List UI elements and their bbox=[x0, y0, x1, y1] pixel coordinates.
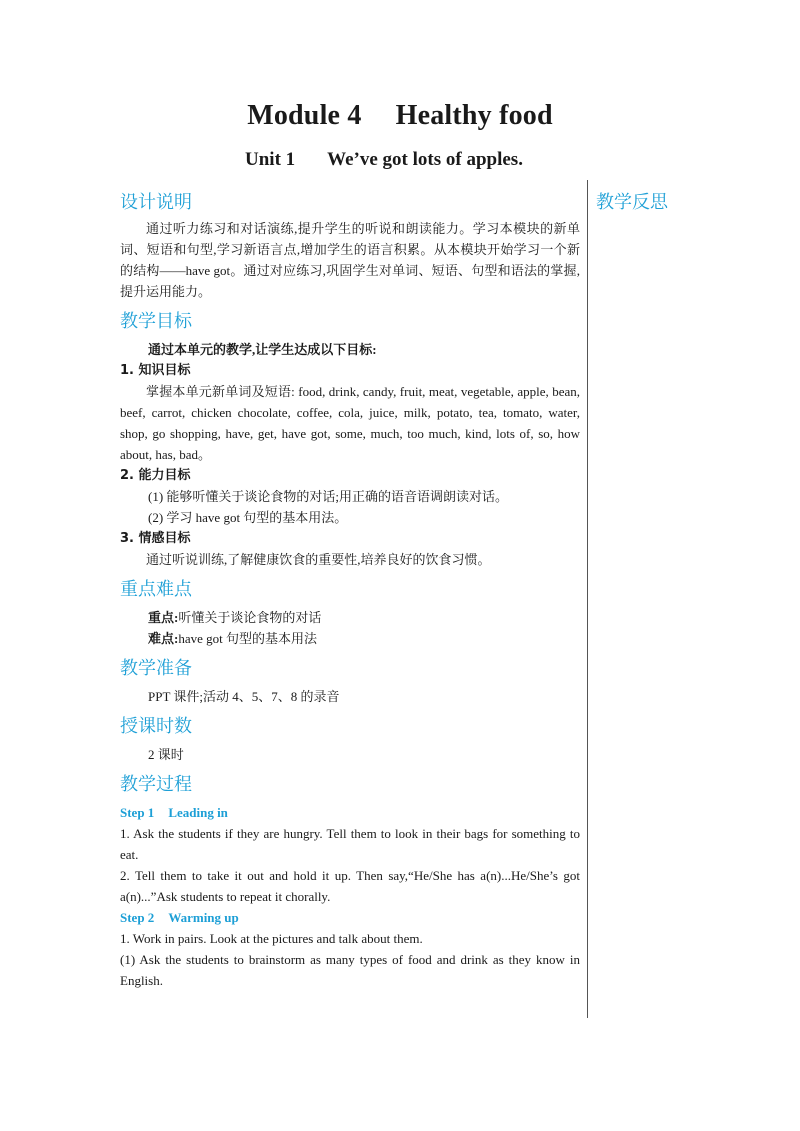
step1-number: Step 1 bbox=[120, 805, 155, 820]
objectives-intro: 通过本单元的教学,让学生达成以下目标: bbox=[148, 342, 377, 357]
step2-item: 1. Work in pairs. Look at the pictures and talk about them. bbox=[120, 931, 423, 946]
step1-item: 1. Ask the students if they are hungry. Tell them to look in their bags for something to eat. bbox=[120, 826, 580, 862]
knowledge-text: 掌握本单元新单词及短语: food, drink, candy, fruit, meat, vegetable, apple, bean, beef, carrot, chicken chocolate, coffee, cola, juice, milk, potato, tea, tomato, water, shop, go shopping, have, get, have got, some, much, too much, kind, lots of, so, how about, has, bad。 bbox=[120, 384, 580, 462]
unit-name: We’ve got lots of apples. bbox=[327, 149, 523, 170]
design-heading: 设计说明 bbox=[120, 192, 192, 213]
reflection-heading: 教学反思 bbox=[596, 192, 668, 213]
unit-title bbox=[245, 149, 523, 171]
step2-heading bbox=[120, 907, 580, 928]
step2-title: Warming up bbox=[168, 910, 239, 925]
knowledge-label: 1. 知识目标 bbox=[120, 363, 191, 378]
emotion-label: 3. 情感目标 bbox=[120, 531, 191, 546]
module-name: Healthy food bbox=[395, 100, 553, 131]
focus-label: 重点: bbox=[148, 610, 179, 625]
key-points-heading: 重点难点 bbox=[120, 579, 192, 600]
step1-title: Leading in bbox=[168, 805, 228, 820]
preparation-text: PPT 课件;活动 4、5、7、8 的录音 bbox=[148, 689, 340, 704]
step2-item: (1) Ask the students to brainstorm as many types of food and drink as they know in English. bbox=[120, 952, 580, 988]
module-title bbox=[0, 100, 800, 132]
difficulty-line bbox=[120, 628, 580, 649]
preparation-heading: 教学准备 bbox=[120, 658, 192, 679]
focus-text: 听懂关于谈论食物的对话 bbox=[178, 610, 322, 625]
emotion-text: 通过听说训练,了解健康饮食的重要性,培养良好的饮食习惯。 bbox=[146, 552, 491, 567]
step1-item: 2. Tell them to take it out and hold it up. Then say,“He/She has a(n)...He/She’s got a(n)...”Ask students to repeat it chorally. bbox=[120, 868, 580, 904]
process-heading: 教学过程 bbox=[120, 774, 192, 795]
objectives-heading: 教学目标 bbox=[120, 311, 192, 332]
lesson-plan-body bbox=[120, 188, 580, 991]
ability-label: 2. 能力目标 bbox=[120, 468, 191, 483]
hours-text: 2 课时 bbox=[148, 747, 184, 762]
focus-line bbox=[120, 607, 580, 628]
hours-heading: 授课时数 bbox=[120, 716, 192, 737]
difficulty-label: 难点: bbox=[148, 631, 179, 646]
ability-item: (1) 能够听懂关于谈论食物的对话;用正确的语音语调朗读对话。 bbox=[148, 489, 509, 504]
step1-heading bbox=[120, 802, 580, 823]
column-divider bbox=[587, 180, 588, 1018]
ability-item: (2) 学习 have got 句型的基本用法。 bbox=[148, 510, 348, 525]
module-number: Module 4 bbox=[247, 100, 362, 131]
step2-number: Step 2 bbox=[120, 910, 155, 925]
difficulty-text: have got 句型的基本用法 bbox=[178, 631, 317, 646]
design-text: 通过听力练习和对话演练,提升学生的听说和朗读能力。学习本模块的新单词、短语和句型,学习新语言点,增加学生的语言积累。从本模块开始学习一个新的结构——have got。通过对应练习,巩固学生对单词、短语、句型和语法的掌握,提升运用能力。 bbox=[120, 221, 580, 299]
unit-number: Unit 1 bbox=[245, 149, 296, 170]
